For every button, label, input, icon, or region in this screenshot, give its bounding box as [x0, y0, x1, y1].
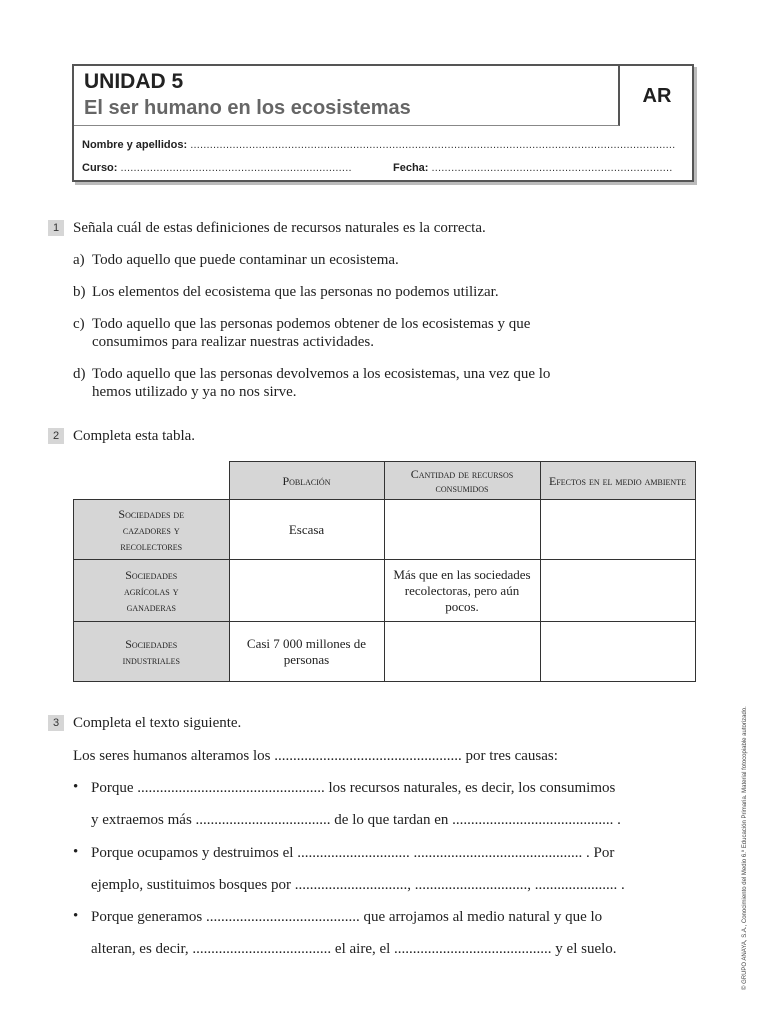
course-label: Curso: — [82, 162, 118, 174]
date-label: Fecha: — [393, 162, 429, 174]
table-row — [74, 622, 696, 682]
header-resources: Cantidad de recursos consumidos — [384, 462, 540, 500]
option-d-label: d) — [73, 366, 86, 382]
cell-effects[interactable] — [540, 560, 695, 622]
cell-resources[interactable] — [384, 500, 540, 560]
name-label: Nombre y apellidos: — [82, 139, 188, 151]
unit-topic: El ser humano en los ecosistemas — [84, 97, 411, 119]
cell-population[interactable]: Escasa — [229, 500, 384, 560]
fill-line-5[interactable]: ejemplo, sustituimos bosques por .............................., .............................., ...................... . — [91, 877, 625, 893]
question-2-number: 2 — [48, 428, 64, 444]
fill-line-3[interactable]: y extraemos más .................................... de lo que tardan en ........................................... . — [91, 812, 621, 828]
question-3-number: 3 — [48, 715, 64, 731]
fill-line-6[interactable]: Porque generamos ......................................... que arrojamos al medio natural y que lo — [91, 909, 603, 925]
option-a-text: Todo aquello que puede contaminar un ecosistema. — [92, 252, 399, 268]
question-1-number: 1 — [48, 220, 64, 236]
worksheet-code: AR — [642, 85, 672, 107]
question-1-prompt: Señala cuál de estas definiciones de recursos naturales es la correcta. — [73, 220, 486, 236]
bullet-2: • — [73, 844, 79, 860]
row-label-industrial: Sociedades industriales — [74, 622, 230, 682]
resources-table — [73, 461, 696, 682]
course-field: Curso: ....................................................................... — [82, 162, 352, 174]
option-a-label: a) — [73, 252, 85, 268]
fill-line-2[interactable]: Porque .................................................. los recursos naturales, es decir, los consumimos — [91, 780, 616, 796]
bullet-3: • — [73, 908, 79, 924]
row-label-farmers: Sociedades agrícolas y ganaderas — [74, 560, 230, 622]
option-c-text: Todo aquello que las personas podemos obtener de los ecosistemas y que consumimos para realizar nuestras actividades. — [92, 316, 531, 350]
title-block — [74, 66, 620, 126]
cell-effects[interactable] — [540, 500, 695, 560]
question-2-prompt: Completa esta tabla. — [73, 428, 196, 444]
date-field: Fecha: .......................................................................... — [393, 162, 673, 174]
fill-line-7[interactable]: alteran, es decir, ..................................... el aire, el .......................................... y el suelo. — [91, 941, 617, 957]
table-row — [74, 560, 696, 622]
row-label-hunters: Sociedades de cazadores y recolectores — [74, 500, 230, 560]
table-header-row — [74, 462, 696, 500]
question-3-prompt: Completa el texto siguiente. — [73, 715, 242, 731]
cell-resources[interactable] — [384, 622, 540, 682]
cell-effects[interactable] — [540, 622, 695, 682]
option-d-text: Todo aquello que las personas devolvemos a los ecosistemas, una vez que lo hemos utilizado y ya no nos sirve. — [92, 366, 551, 400]
header-population: Población — [229, 462, 384, 500]
unit-title: UNIDAD 5 — [84, 70, 184, 93]
fill-line-4[interactable]: Porque ocupamos y destruimos el .............................. ............................................. . Por — [91, 845, 615, 861]
option-b-text: Los elementos del ecosistema que las personas no podemos utilizar. — [92, 284, 499, 300]
table-row — [74, 500, 696, 560]
cell-population[interactable] — [229, 560, 384, 622]
option-b-label: b) — [73, 284, 86, 300]
cell-resources[interactable]: Más que en las sociedades recolectoras, pero aún pocos. — [384, 560, 540, 622]
table-corner — [74, 462, 230, 500]
bullet-1: • — [73, 779, 79, 795]
copyright-notice: © GRUPO ANAYA, S.A., Conocimiento del Medio 6.º Educación Primaria. Material fotocopiable autorizado. — [742, 706, 748, 990]
option-c-label: c) — [73, 316, 85, 332]
header-effects: Efectos en el medio ambiente — [540, 462, 695, 500]
worksheet-header — [72, 64, 694, 182]
cell-population[interactable]: Casi 7 000 millones de personas — [229, 622, 384, 682]
fill-line-1[interactable]: Los seres humanos alteramos los .................................................. por tres causas: — [73, 748, 558, 764]
name-field: Nombre y apellidos: ..................................................................................................................................................... — [82, 139, 676, 151]
